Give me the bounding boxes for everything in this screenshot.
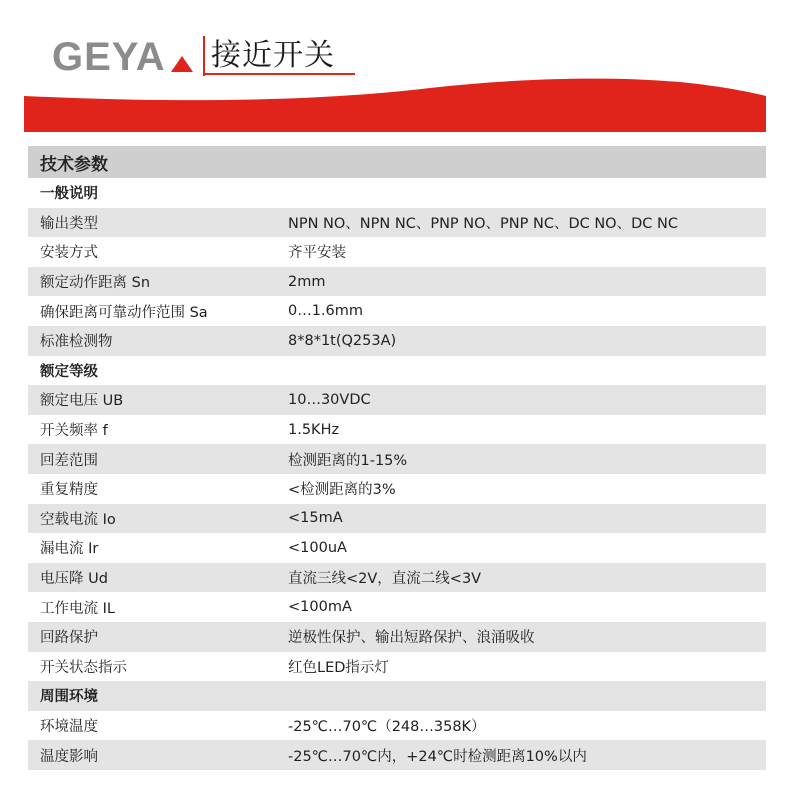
parameter-value: 红色LED指示灯	[288, 659, 389, 676]
title-divider	[203, 36, 205, 76]
table-row	[28, 504, 766, 534]
table-row	[28, 592, 766, 622]
table-row	[28, 237, 766, 267]
table-row	[28, 415, 766, 445]
parameter-value: <检测距离的3%	[288, 482, 396, 499]
parameter-value: <15mA	[288, 510, 343, 527]
logo-accent-triangle	[171, 56, 193, 72]
parameter-value: 8*8*1t(Q253A)	[288, 332, 397, 349]
parameter-label: 开关状态指示	[40, 659, 127, 676]
table-row	[28, 208, 766, 238]
section-header-row	[28, 681, 766, 711]
logo-text: GEYA	[52, 35, 166, 76]
parameter-value: 0…1.6mm	[288, 303, 364, 320]
parameter-value: -25℃…70℃（248…358K）	[288, 718, 486, 735]
parameter-value: NPN NO、NPN NC、PNP NO、PNP NC、DC NO、DC NC	[288, 215, 678, 232]
parameter-label: 空载电流 Io	[40, 511, 116, 528]
parameter-label: 回路保护	[40, 630, 98, 647]
parameter-value: 齐平安装	[288, 245, 346, 262]
header-wave-banner	[0, 78, 790, 140]
parameter-value: 检测距离的1-15%	[288, 452, 408, 469]
table-row	[28, 652, 766, 682]
section-title: 一般说明	[40, 186, 98, 203]
parameter-label: 环境温度	[40, 718, 98, 735]
parameter-value: 1.5KHz	[288, 421, 340, 438]
table-row	[28, 711, 766, 741]
parameter-label: 工作电流 IL	[40, 600, 115, 617]
parameter-label: 温度影响	[40, 748, 98, 765]
parameter-label: 确保距离可靠动作范围 Sa	[40, 304, 208, 321]
table-row	[28, 385, 766, 415]
section-header-row	[28, 178, 766, 208]
parameter-value: 10…30VDC	[288, 391, 371, 408]
section-header-row	[28, 356, 766, 386]
parameter-value: 逆极性保护、输出短路保护、浪涌吸收	[288, 630, 535, 647]
parameter-value: 直流三线<2V，直流二线<3V	[288, 571, 482, 588]
table-row	[28, 563, 766, 593]
table-heading-row	[28, 146, 766, 178]
table-row	[28, 622, 766, 652]
parameter-label: 回差范围	[40, 452, 98, 469]
parameter-value: <100mA	[288, 599, 352, 616]
geya-logo	[52, 34, 197, 76]
table-row	[28, 740, 766, 770]
parameter-label: 标准检测物	[40, 334, 113, 351]
page-title: 接近开关	[211, 38, 335, 73]
table-row	[28, 267, 766, 297]
page-header	[0, 0, 790, 140]
parameter-label: 电压降 Ud	[40, 571, 108, 588]
parameter-label: 额定动作距离 Sn	[40, 275, 151, 292]
title-underline	[205, 73, 355, 75]
parameter-label: 输出类型	[40, 215, 98, 232]
parameter-label: 安装方式	[40, 245, 98, 262]
table-heading: 技术参数	[40, 154, 108, 175]
parameter-label: 额定电压 UB	[40, 393, 124, 410]
table-row	[28, 444, 766, 474]
table-row	[28, 474, 766, 504]
section-title: 周围环境	[40, 689, 98, 706]
spec-table	[28, 146, 766, 770]
table-row	[28, 326, 766, 356]
table-row	[28, 296, 766, 326]
parameter-label: 漏电流 Ir	[40, 541, 99, 558]
parameter-value: -25℃…70℃内，+24℃时检测距离10%以内	[288, 748, 587, 765]
parameter-label: 重复精度	[40, 482, 98, 499]
section-title: 额定等级	[40, 363, 98, 380]
parameter-label: 开关频率 f	[40, 423, 108, 440]
parameter-value: <100uA	[288, 539, 347, 556]
table-row	[28, 533, 766, 563]
parameter-value: 2mm	[288, 273, 326, 290]
